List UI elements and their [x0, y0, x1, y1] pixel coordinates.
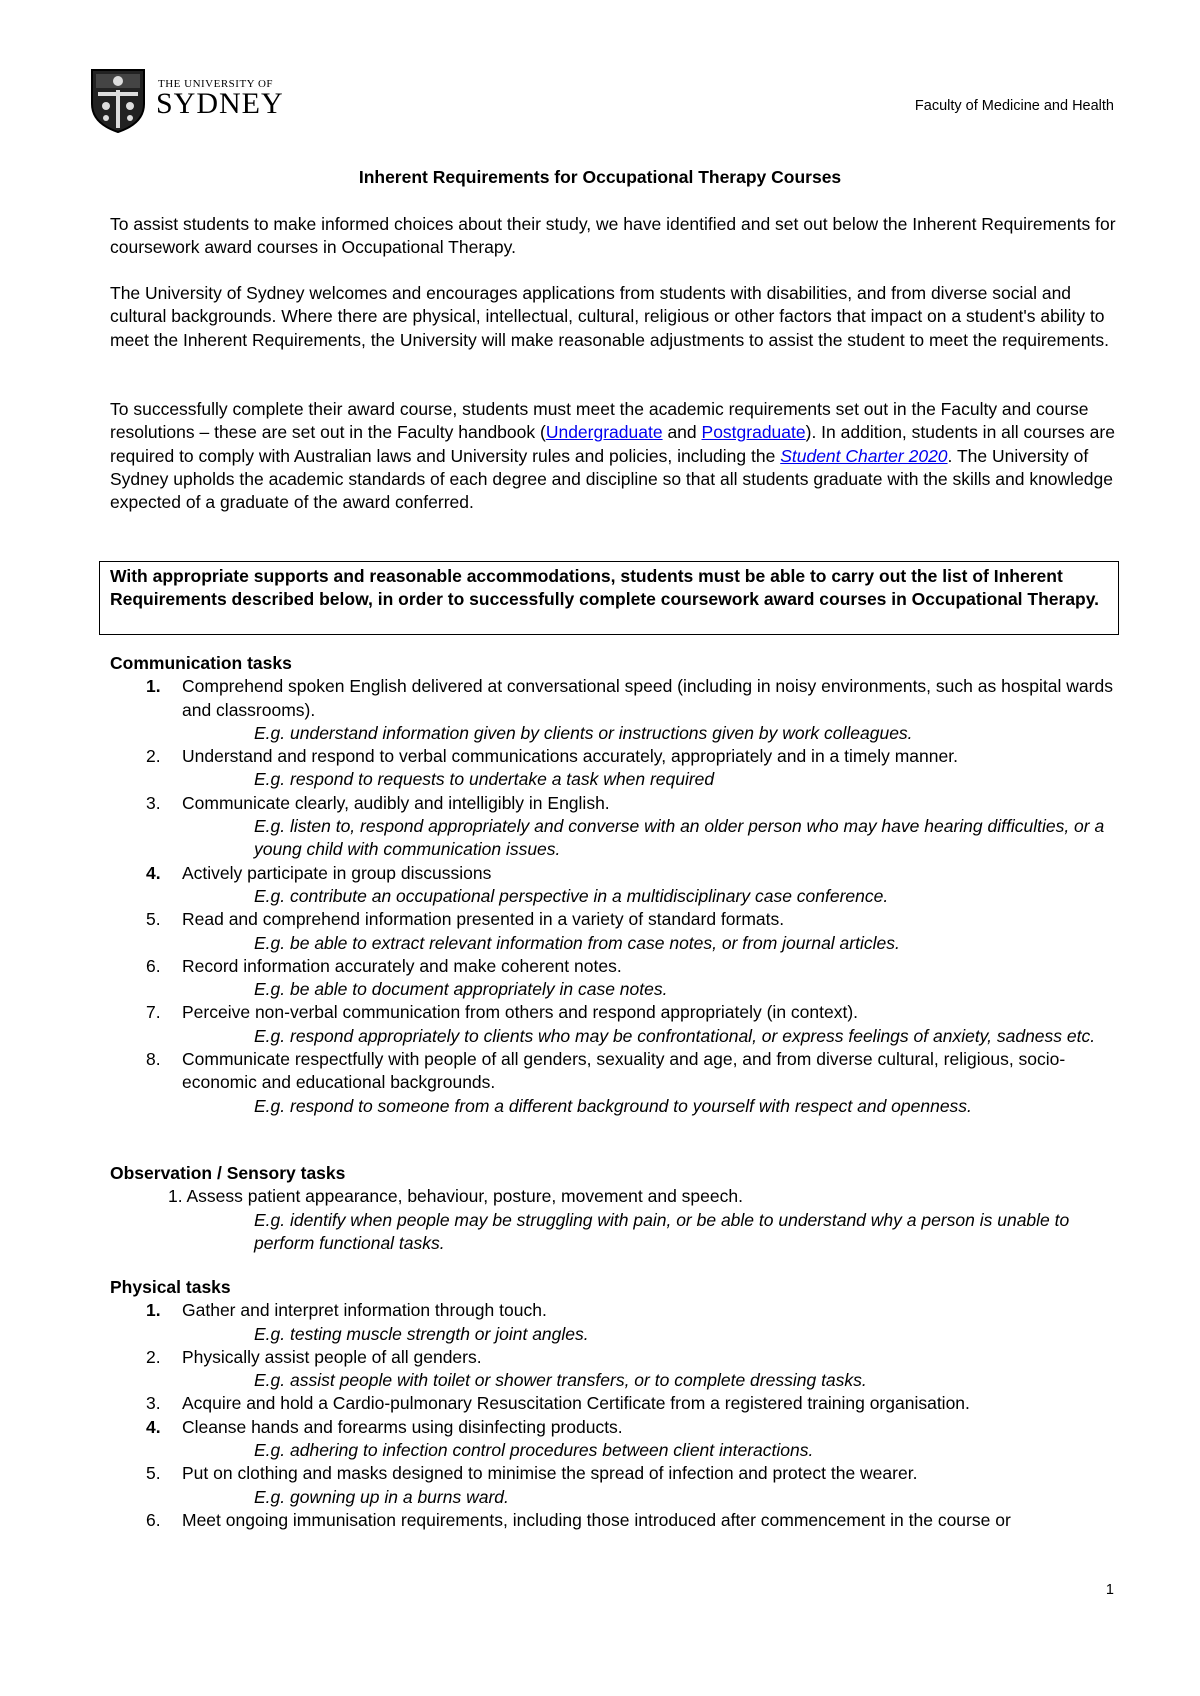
list-item: [110, 1509, 1130, 1532]
intro-paragraph-1: To assist students to make informed choices about their study, we have identified and set out below the Inherent Requirements for coursework award courses in Occupational Therapy.: [110, 214, 1116, 258]
observation-section: [110, 1162, 1130, 1255]
crest-icon: [88, 66, 148, 134]
item-text: Understand and respond to verbal communications accurately, appropriately and in a timely manner.: [182, 746, 958, 767]
page-number: 1: [1105, 1582, 1114, 1598]
item-text: Perceive non-verbal communication from others and respond appropriately (in context).: [182, 1002, 859, 1023]
list-item: [110, 675, 1130, 722]
item-text: Communicate respectfully with people of all genders, sexuality and age, and from diverse cultural, religious, socio-economic and educational backgrounds.: [182, 1049, 1066, 1093]
p3-text-c: . The University of Sydney upholds the academic standards of each degree and discipline so that all students graduate with the skills and knowledge expected of a graduate of the award conferred.: [110, 445, 1113, 513]
item-text: Cleanse hands and forearms using disinfecting products.: [182, 1416, 623, 1437]
item-text: Comprehend spoken English delivered at conversational speed (including in noisy environments, such as hospital wards and classrooms).: [182, 676, 1113, 720]
list-item: [110, 1416, 1130, 1439]
item-example: E.g. identify when people may be struggling with pain, or be able to understand why a person is unable to perform functional tasks.: [254, 1209, 1070, 1253]
item-number: 5.: [146, 909, 161, 930]
item-example: E.g. contribute an occupational perspective in a multidisciplinary case conference.: [254, 885, 889, 906]
intro-paragraph-2: The University of Sydney welcomes and encourages applications from students with disabilities, and from diverse social and cultural backgrounds. Where there are physical, intellectual, cultural, religious or other factors that impact on a student's ability to meet the Inherent Requirements, the University will make reasonable adjustments to assist the student to meet the requirements.: [110, 283, 1109, 350]
item-example: E.g. gowning up in a burns ward.: [254, 1486, 509, 1507]
list-item: [110, 1048, 1130, 1095]
item-number: 1.: [146, 1300, 161, 1321]
item-text: Gather and interpret information through touch.: [182, 1300, 547, 1321]
logo-line-1: THE UNIVERSITY OF: [158, 78, 274, 90]
item-example: E.g. respond to requests to undertake a task when required: [254, 769, 715, 790]
item-example: E.g. be able to extract relevant information from case notes, or from journal articles.: [254, 932, 900, 953]
item-number: 3.: [146, 792, 161, 813]
item-number: 6.: [146, 1509, 161, 1530]
item-number: 5.: [146, 1463, 161, 1484]
item-example: E.g. respond appropriately to clients who may be confrontational, or express feelings of anxiety, sadness etc.: [254, 1025, 1096, 1046]
item-number: 4.: [146, 862, 161, 883]
item-number: 6.: [146, 955, 161, 976]
list-item: [110, 862, 1130, 885]
p3-text-b: ). In addition, students in all courses are required to comply with Australian laws and University rules and policies, including the: [110, 422, 1115, 466]
p3-text-and: and: [662, 422, 702, 443]
item-text: Read and comprehend information presented in a variety of standard formats.: [182, 909, 785, 930]
item-example: E.g. understand information given by clients or instructions given by work colleagues.: [254, 722, 913, 743]
logo-line-2: SYDNEY: [156, 87, 284, 120]
item-number: 4.: [146, 1416, 161, 1437]
section-heading: Observation / Sensory tasks: [110, 1163, 346, 1183]
list-item: [110, 1299, 1130, 1322]
item-example: E.g. listen to, respond appropriately and converse with an older person who may have hearing difficulties, or a young child with communication issues.: [254, 816, 1105, 860]
list-item: [110, 1462, 1130, 1485]
communication-section: [110, 652, 1130, 1118]
item-number: 8.: [146, 1049, 161, 1070]
item-example: E.g. assist people with toilet or shower transfers, or to complete dressing tasks.: [254, 1370, 867, 1391]
undergraduate-link[interactable]: Undergraduate: [545, 422, 663, 443]
p3-text-a: To successfully complete their award course, students must meet the academic requirements set out in the Faculty and course resolutions – these are set out in the Faculty handbook (: [110, 399, 1089, 443]
item-text: Put on clothing and masks designed to minimise the spread of infection and protect the wearer.: [182, 1463, 918, 1484]
item-text: Physically assist people of all genders.: [182, 1346, 482, 1367]
physical-section: [110, 1276, 1130, 1532]
list-item: 1. Assess patient appearance, behaviour, posture, movement and speech.: [168, 1186, 743, 1207]
item-text: Communicate clearly, audibly and intelligibly in English.: [182, 792, 610, 813]
item-example: E.g. respond to someone from a different background to yourself with respect and openness.: [254, 1095, 972, 1116]
item-example: E.g. adhering to infection control procedures between client interactions.: [254, 1440, 814, 1461]
faculty-name: Faculty of Medicine and Health: [914, 98, 1114, 114]
list-item: [110, 1392, 1130, 1415]
item-number: 2.: [146, 746, 161, 767]
requirements-notice-box: With appropriate supports and reasonable accommodations, students must be able to carry out the list of Inherent Requirements described below, in order to successfully complete coursework award courses in Occupational Therapy.: [99, 561, 1119, 635]
list-item: [110, 908, 1130, 931]
section-heading: Physical tasks: [110, 1277, 231, 1297]
postgraduate-link[interactable]: Postgraduate: [701, 422, 806, 443]
list-item: [110, 745, 1130, 768]
item-number: 1.: [146, 676, 161, 697]
section-heading: Communication tasks: [110, 653, 292, 673]
list-item: [110, 1001, 1130, 1024]
item-example: E.g. testing muscle strength or joint angles.: [254, 1323, 589, 1344]
student-charter-link[interactable]: Student Charter 2020: [780, 445, 948, 466]
item-text: Actively participate in group discussions: [182, 862, 492, 883]
item-text: Acquire and hold a Cardio-pulmonary Resuscitation Certificate from a registered training organisation.: [182, 1393, 970, 1414]
item-text: Record information accurately and make coherent notes.: [182, 955, 622, 976]
item-example: E.g. be able to document appropriately in case notes.: [254, 979, 668, 1000]
document-title: Inherent Requirements for Occupational Therapy Courses: [358, 167, 842, 187]
list-item: [110, 1346, 1130, 1369]
university-logo: [88, 66, 284, 134]
list-item: [110, 792, 1130, 815]
item-number: 2.: [146, 1346, 161, 1367]
intro-paragraph-3: [110, 398, 1120, 514]
item-text: Meet ongoing immunisation requirements, including those introduced after commencement in the course or: [182, 1509, 1011, 1530]
item-number: 3.: [146, 1393, 161, 1414]
item-number: 7.: [146, 1002, 161, 1023]
list-item: [110, 955, 1130, 978]
